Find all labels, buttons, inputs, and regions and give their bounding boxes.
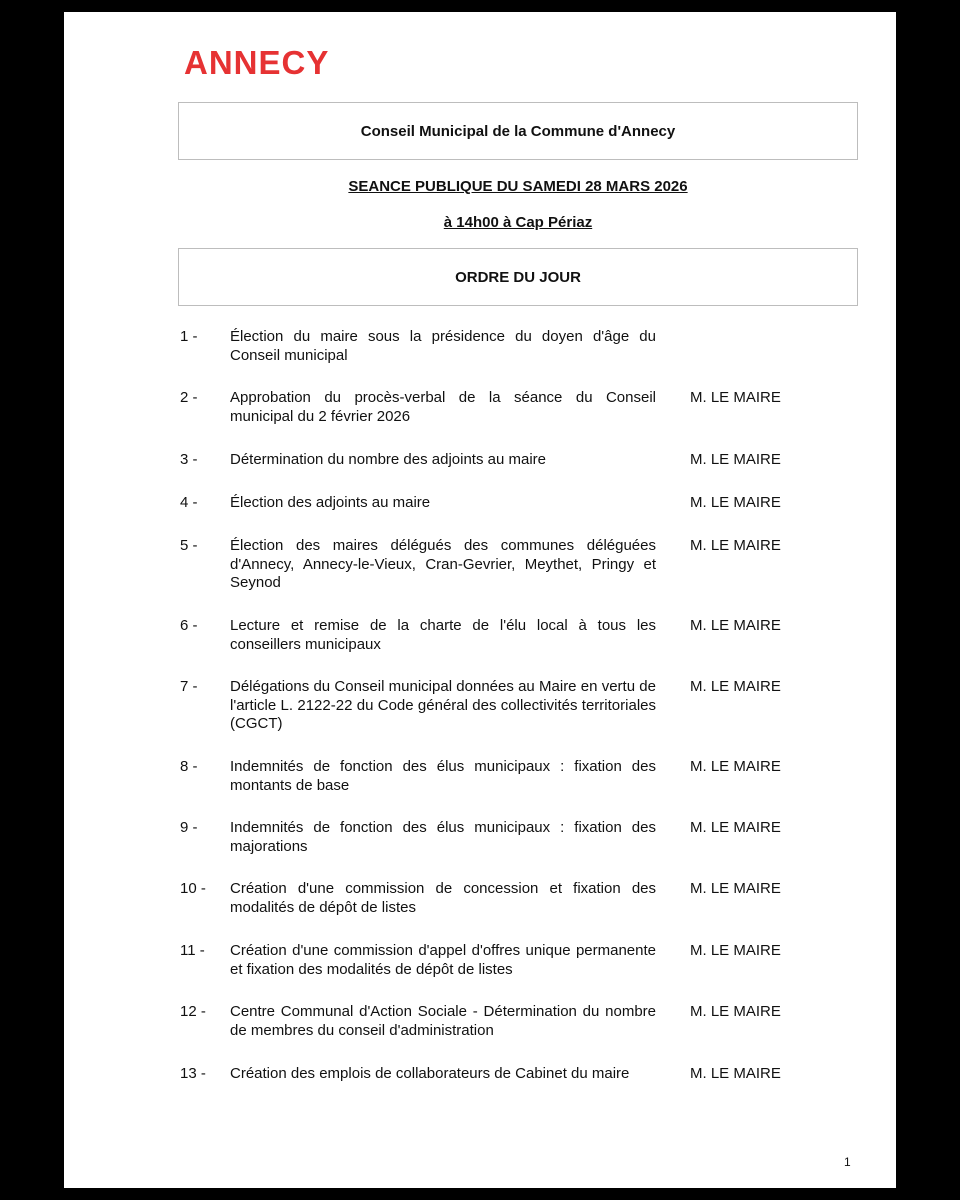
agenda-item-text: Création des emplois de collaborateurs de Cabinet du maire bbox=[230, 1065, 630, 1082]
agenda-item-rapporteur: M. LE MAIRE bbox=[690, 678, 781, 695]
agenda-item-text: Élection du maire sous la présidence du doyen d'âge du Conseil municipal bbox=[230, 328, 656, 364]
annecy-logo-image bbox=[184, 46, 354, 80]
agenda-item-rapporteur: M. LE MAIRE bbox=[690, 389, 781, 406]
agenda-item-rapporteur: M. LE MAIRE bbox=[690, 819, 781, 836]
agenda-item-number: 5 - bbox=[180, 537, 198, 554]
session-time-place: à 14h00 à Cap Périaz bbox=[443, 214, 593, 231]
annecy-logo bbox=[184, 46, 354, 80]
document-page bbox=[64, 12, 896, 1188]
agenda-item-number: 3 - bbox=[180, 451, 198, 468]
agenda-item-text: Élection des maires délégués des communes déléguées d'Annecy, Annecy-le-Vieux, Cran-Gevrier, Meythet, Pringy et Seynod bbox=[230, 537, 656, 591]
council-title-box bbox=[178, 102, 858, 160]
agenda-item-text: Détermination du nombre des adjoints au maire bbox=[230, 451, 547, 468]
session-heading: SEANCE PUBLIQUE DU SAMEDI 28 MARS 2026 bbox=[348, 178, 688, 195]
svg-text:ANNECY: ANNECY bbox=[184, 46, 330, 80]
agenda-item-rapporteur: M. LE MAIRE bbox=[690, 617, 781, 634]
agenda-item-text: Délégations du Conseil municipal données au Maire en vertu de l'article L. 2122-22 du Code général des collectivités territoriales (CGCT) bbox=[230, 678, 656, 732]
agenda-item-number: 1 - bbox=[180, 328, 198, 345]
agenda-item-text: Centre Communal d'Action Sociale - Détermination du nombre de membres du conseil d'administration bbox=[230, 1003, 656, 1039]
agenda-item-rapporteur: M. LE MAIRE bbox=[690, 758, 781, 775]
agenda-item-text: Élection des adjoints au maire bbox=[230, 494, 431, 511]
agenda-item-number: 7 - bbox=[180, 678, 198, 695]
agenda-item-rapporteur: M. LE MAIRE bbox=[690, 1065, 781, 1082]
agenda-item-rapporteur: M. LE MAIRE bbox=[690, 451, 781, 468]
agenda-item-text: Création d'une commission d'appel d'offres unique permanente et fixation des modalités de dépôt de listes bbox=[230, 942, 656, 978]
agenda-item-rapporteur: M. LE MAIRE bbox=[690, 537, 781, 554]
agenda-item-rapporteur: M. LE MAIRE bbox=[690, 1003, 781, 1020]
agenda-item-number: 4 - bbox=[180, 494, 198, 511]
agenda-item-rapporteur: M. LE MAIRE bbox=[690, 942, 781, 959]
council-title: Conseil Municipal de la Commune d'Annecy bbox=[360, 122, 676, 140]
agenda-item-rapporteur: M. LE MAIRE bbox=[690, 494, 781, 511]
agenda-item-text: Indemnités de fonction des élus municipaux : fixation des montants de base bbox=[230, 758, 656, 794]
agenda-title: ORDRE DU JOUR bbox=[455, 268, 581, 286]
agenda-item-number: 12 - bbox=[180, 1003, 206, 1020]
agenda-item-text: Indemnités de fonction des élus municipaux : fixation des majorations bbox=[230, 819, 656, 855]
agenda-item-number: 8 - bbox=[180, 758, 198, 775]
agenda-item-rapporteur: M. LE MAIRE bbox=[690, 880, 781, 897]
agenda-item-text: Approbation du procès-verbal de la séance du Conseil municipal du 2 février 2026 bbox=[230, 389, 656, 425]
agenda-item-text: Lecture et remise de la charte de l'élu local à tous les conseillers municipaux bbox=[230, 617, 656, 653]
agenda-item-number: 2 - bbox=[180, 389, 198, 406]
page-number: 1 bbox=[844, 1155, 851, 1169]
agenda-item-number: 11 - bbox=[180, 942, 205, 959]
agenda-title-box bbox=[178, 248, 858, 306]
agenda-item-number: 9 - bbox=[180, 819, 198, 836]
agenda-item-number: 6 - bbox=[180, 617, 198, 634]
agenda-item-number: 10 - bbox=[180, 880, 206, 897]
agenda-item-text: Création d'une commission de concession et fixation des modalités de dépôt de listes bbox=[230, 880, 656, 916]
agenda-item-number: 13 - bbox=[180, 1065, 206, 1082]
